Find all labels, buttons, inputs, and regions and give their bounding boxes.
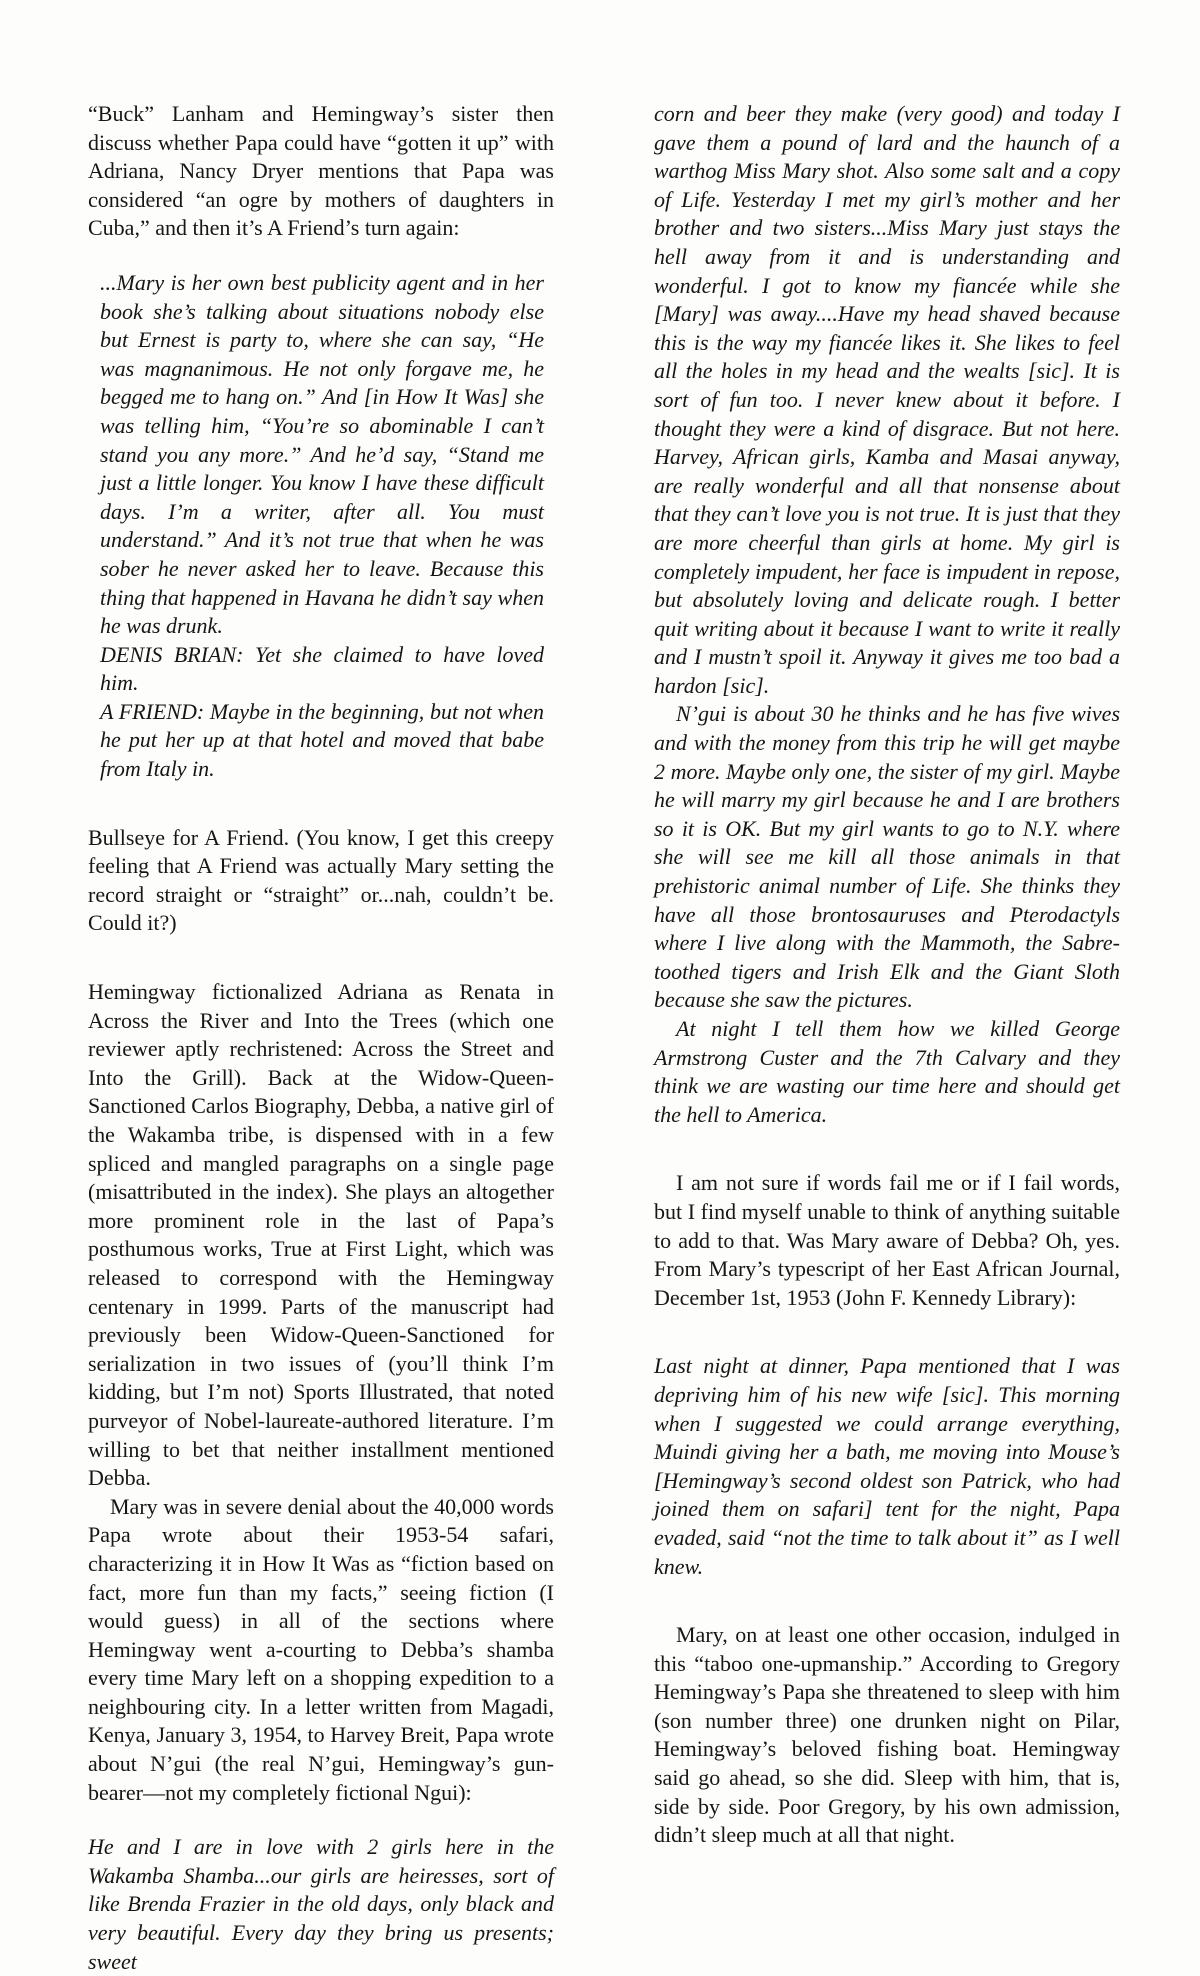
quote-paragraph: He and I are in love with 2 girls here in the Wakamba Shamba...our girls are heiresses, sort of like Brenda Frazier in the old days, only black and very beautiful. Every day they bring us presents; sweet [88, 1834, 554, 1974]
quote-paragraph: At night I tell them how we killed George Armstrong Custer and the 7th Calvary and they think we are wasting our time here and should get the hell to America. [654, 1016, 1120, 1127]
paragraph: “Buck” Lanham and Hemingway’s sister then discuss whether Papa could have “gotten it up” with Adriana, Nancy Dryer mentions that Papa was considered “an ogre by mothers of daughters in Cuba,” and then it’s A Friend’s turn again: [88, 101, 554, 241]
quote-paragraph: Last night at dinner, Papa mentioned that I was depriving him of his new wife [sic]. This morning when I suggested we could arrange everything, Muindi giving her a bath, me moving into Mouse’s [Hemingway’s second oldest son Patrick, who had joined them on safari] tent for the night, Papa evaded, said “not the time to talk about it” as I well knew. [654, 1353, 1120, 1579]
paragraph: Bullseye for A Friend. (You know, I get this creepy feeling that A Friend was actually Mary setting the record straight or “straight” or...nah, couldn’t be. Could it?) [88, 824, 554, 936]
paragraph: I am not sure if words fail me or if I fail words, but I find myself unable to think of anything suitable to add to that. Was Mary aware of Debba? Oh, yes. From Mary’s typescript of her East African Journal, December 1st, 1953 (John F. Kennedy Library): [654, 1170, 1120, 1310]
quote-paragraph: corn and beer they make (very good) and today I gave them a pound of lard and the haunch of a warthog Miss Mary shot. Also some salt and a copy of Life. Yesterday I met my girl’s mother and her brother and two sisters...Miss Mary just stays the hell away from it and is understanding and wonderful. I got to know my fiancée while she [Mary] was away....Have my head shaved because this is the way my fiancée likes it. She likes to feel all the holes in my head and the wealts [sic]. It is sort of fun too. I never knew about it before. I thought they were a kind of disgrace. But not here. Harvey, African girls, Kamba and Masai anyway, are really wonderful and all that nonsense about that they can’t love you is not true. It is just that they are more cheerful than girls at home. My girl is completely impudent, her face is impudent in repose, but absolutely loving and delicate rough. I better quit writing about it because I want to write it really and I mustn’t spoil it. Anyway it gives me too bad a hardon [sic]. [654, 101, 1120, 698]
right-column [654, 100, 1120, 1850]
paragraph: Mary was in severe denial about the 40,000 words Papa wrote about their 1953-54 safari, characterizing it in How It Was as “fiction based on fact, more fun than my facts,” seeing fiction (I would guess) in all of the sections where Hemingway went a-courting to Debba’s shamba every time Mary left on a shopping expedition to a neighbouring city. In a letter written from Magadi, Kenya, January 3, 1954, to Harvey Breit, Papa wrote about N’gui (the real N’gui, Hemingway’s gun-bearer—not my completely fictional Ngui): [88, 1493, 554, 1805]
quote-interview-line: A FRIEND: Maybe in the beginning, but not when he put her up at that hotel and moved that babe from Italy in. [100, 698, 544, 782]
paragraph: Hemingway fictionalized Adriana as Renata in Across the River and Into the Trees (which one reviewer aptly rechristened: Across the Street and Into the Grill). Back at the Widow-Queen-Sanctioned Carlos Biography, Debba, a native girl of the Wakamba tribe, is dispensed with in a few spliced and mangled paragraphs on a single page (misattributed in the index). She plays an altogether more prominent role in the last of Papa’s posthumous works, True at First Light, which was released to correspond with the Hemingway centenary in 1999. Parts of the manuscript had previously been Widow-Queen-Sanctioned for serialization in two issues of (you’ll think I’m kidding, but I’m not) Sports Illustrated, that noted purveyor of Nobel-laureate-authored literature. I’m willing to bet that neither installment mentioned Debba. [88, 979, 554, 1491]
paragraph: Mary, on at least one other occasion, indulged in this “taboo one-upmanship.” According to Gregory Hemingway’s Papa she threatened to sleep with him (son number three) one drunken night on Pilar, Hemingway’s beloved fishing boat. Hemingway said go ahead, so she did. Sleep with him, that is, side by side. Poor Gregory, by his own admission, didn’t sleep much at all that night. [654, 1622, 1120, 1848]
quote-paragraph: ...Mary is her own best publicity agent and in her book she’s talking about situations nobody else but Ernest is party to, where she can say, “He was magnanimous. He not only forgave me, he begged me to hang on.” And [in How It Was] she was telling him, “You’re so abominable I can’t stand you any more.” And he’d say, “Stand me just a little longer. You know I have these difficult days. I’m a writer, after all. You must understand.” And it’s not true that when he was sober he never asked her to leave. Because this thing that happened in Havana he didn’t say when he was drunk. [100, 269, 544, 639]
quote-paragraph: N’gui is about 30 he thinks and he has five wives and with the money from this trip he will get maybe 2 more. Maybe only one, the sister of my girl. Maybe he will marry my girl because he and I are brothers so it is OK. But my girl wants to go to N.Y. where she will see me kill all those animals in that prehistoric animal number of Life. She thinks they have all those brontosauruses and Pterodactyls where I live along with the Mammoth, the Sabre-toothed tigers and Irish Elk and the Giant Sloth because she saw the pictures. [654, 701, 1120, 1013]
quote-interview-line: DENIS BRIAN: Yet she claimed to have loved him. [100, 641, 544, 696]
left-column [88, 100, 554, 1976]
